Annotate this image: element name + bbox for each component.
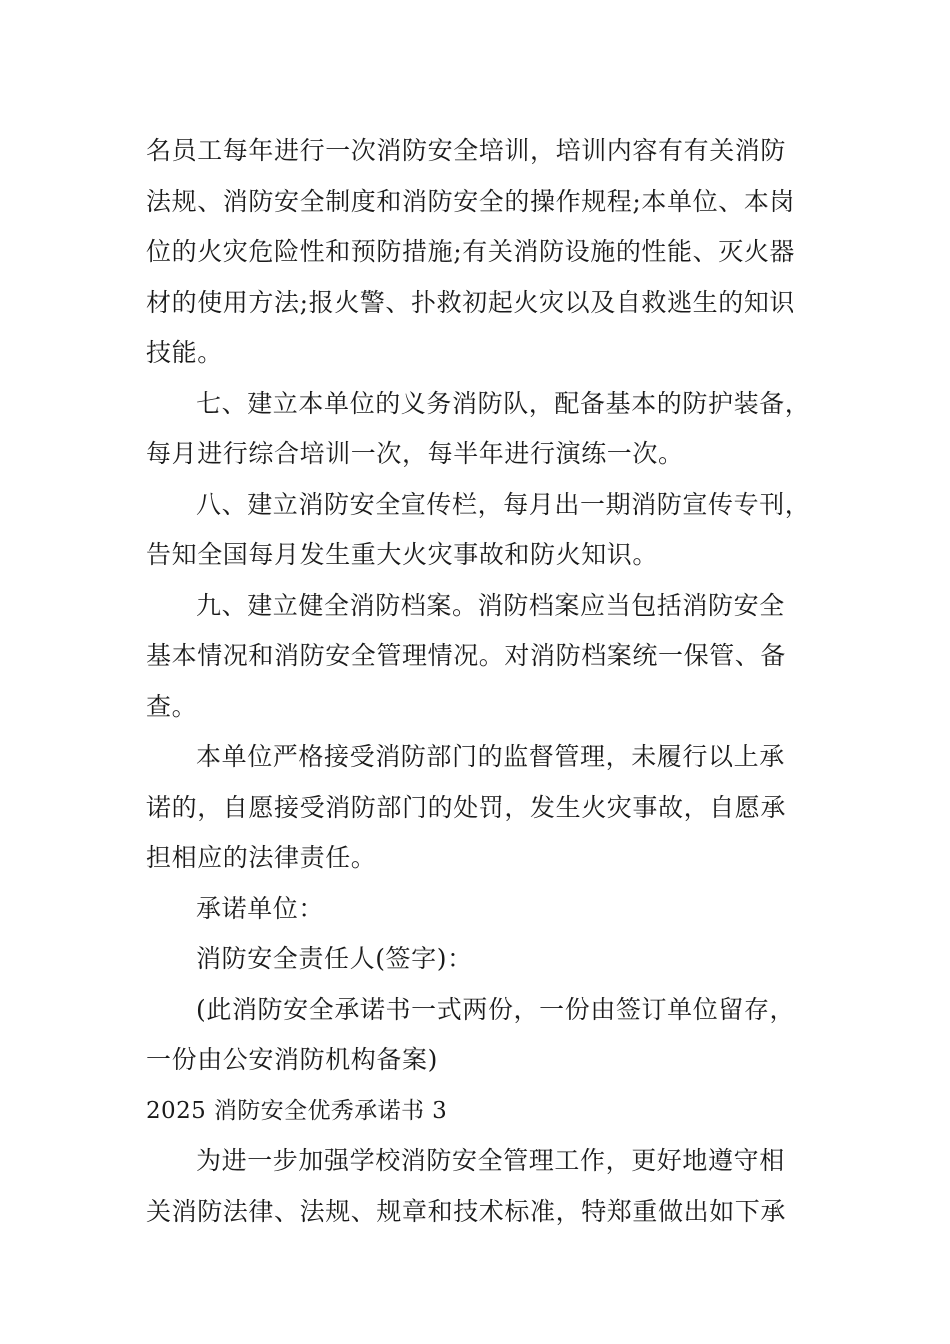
body-line: 法规、消防安全制度和消防安全的操作规程;本单位、本岗 xyxy=(146,186,796,216)
copies-note-line: (此消防安全承诺书一式两份，一份由签订单位留存， xyxy=(196,994,796,1024)
body-line: 诺的，自愿接受消防部门的处罚，发生火灾事故，自愿承 xyxy=(146,792,787,822)
body-line: 位的火灾危险性和预防措施;有关消防设施的性能、灭火器 xyxy=(146,237,796,266)
committing-unit-label: 承诺单位： xyxy=(196,893,325,923)
section-title: 2025 消防安全优秀承诺书 3 xyxy=(146,1097,448,1124)
body-line: 每月进行综合培训一次，每半年进行演练一次。 xyxy=(146,439,684,468)
intro-line: 为进一步加强学校消防安全管理工作，更好地遵守相 xyxy=(196,1146,785,1175)
body-line: 基本情况和消防安全管理情况。对消防档案统一保管、备 xyxy=(146,641,787,670)
body-line: 担相应的法律责任。 xyxy=(146,843,377,872)
section-nine-line: 九、建立健全消防档案。消防档案应当包括消防安全 xyxy=(196,590,785,620)
body-line: 材的使用方法;报火警、扑救初起火灾以及自救逃生的知识 xyxy=(146,287,796,317)
section-seven-line: 七、建立本单位的义务消防队，配备基本的防护装备， xyxy=(196,388,811,418)
body-line: 名员工每年进行一次消防安全培训，培训内容有有关消防 xyxy=(146,136,787,165)
body-line: 技能。 xyxy=(146,338,223,367)
section-eight-line: 八、建立消防安全宣传栏，每月出一期消防宣传专刊， xyxy=(196,489,811,519)
copies-note-line: 一份由公安消防机构备案) xyxy=(146,1045,438,1074)
body-line: 告知全国每月发生重大火灾事故和防火知识。 xyxy=(146,540,659,569)
commitment-line: 本单位严格接受消防部门的监督管理，未履行以上承 xyxy=(196,742,785,771)
body-line: 查。 xyxy=(146,691,198,721)
responsible-person-label: 消防安全责任人(签字)： xyxy=(196,944,473,973)
document-body xyxy=(146,126,811,1237)
body-line: 关消防法律、法规、规章和技术标准，特郑重做出如下承 xyxy=(146,1196,787,1226)
